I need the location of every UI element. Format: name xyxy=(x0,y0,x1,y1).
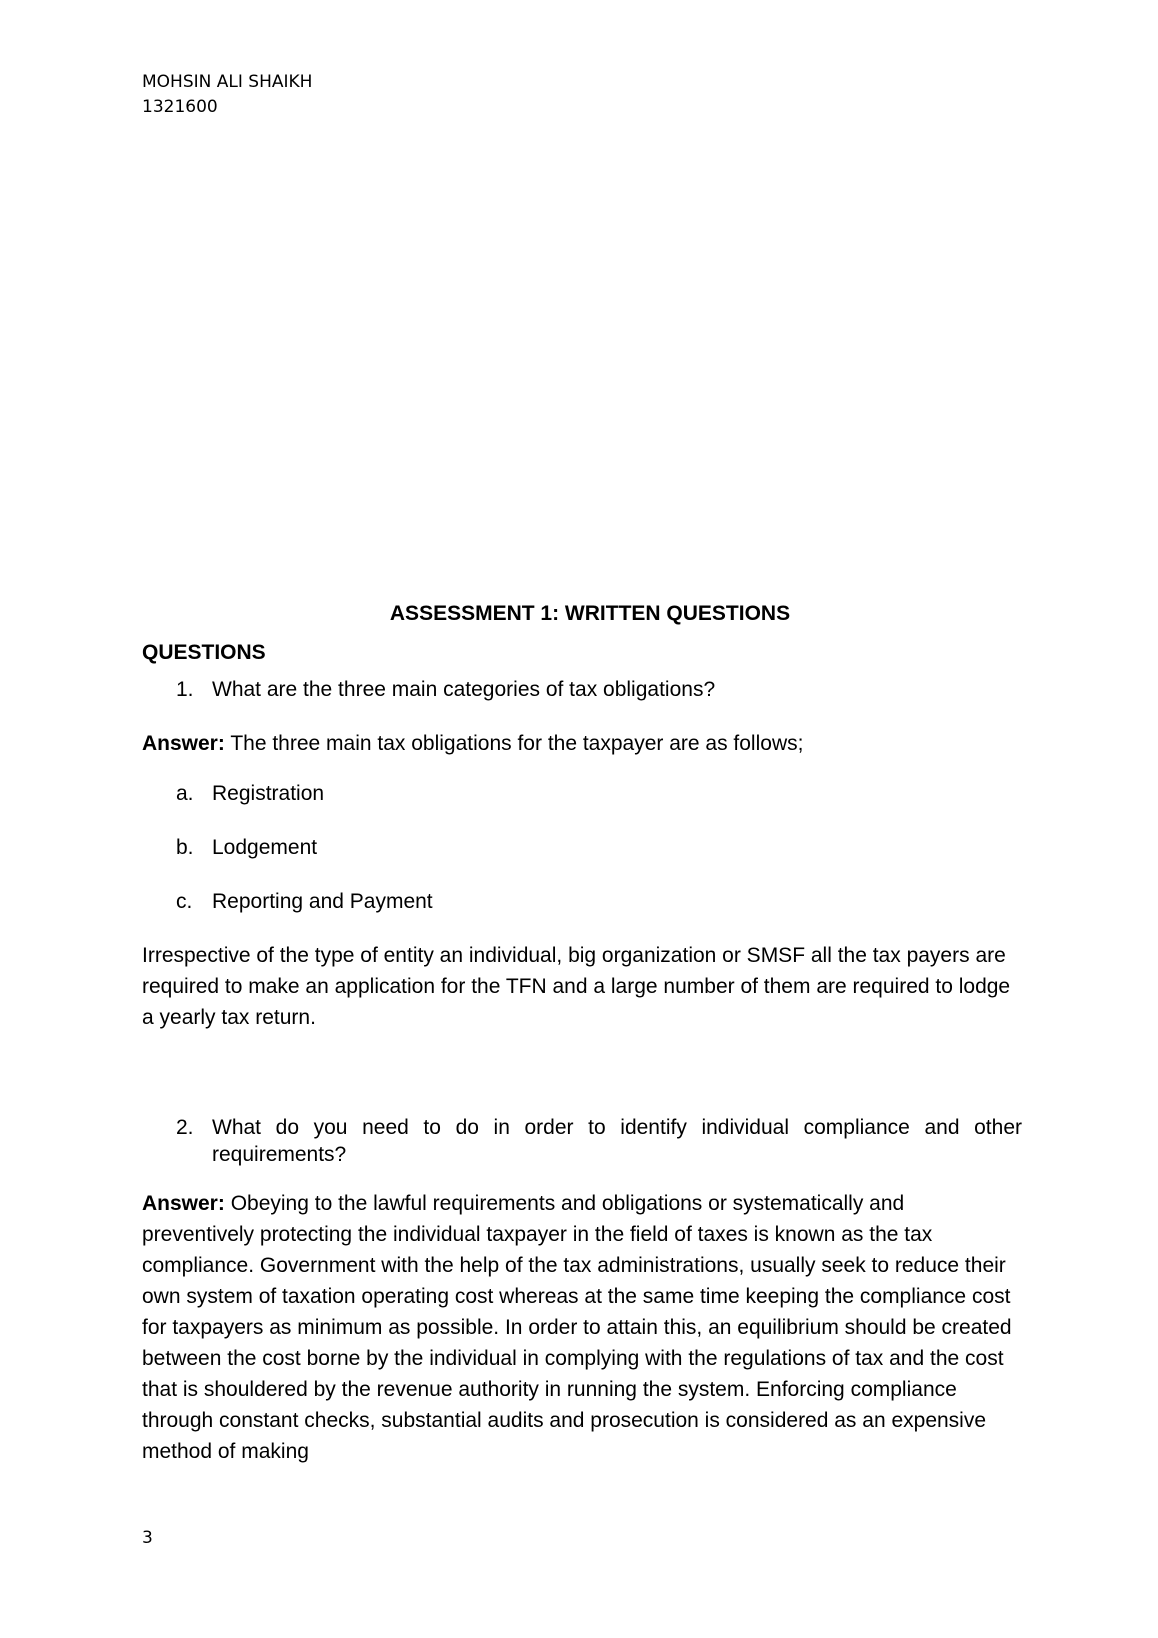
list-item xyxy=(142,832,1022,863)
list-marker: c. xyxy=(176,890,193,913)
list-marker: a. xyxy=(176,782,194,805)
document-title: ASSESSMENT 1: WRITTEN QUESTIONS xyxy=(389,602,791,625)
question-number: 1. xyxy=(176,678,194,701)
list-item xyxy=(142,886,1022,917)
answer-1 xyxy=(142,728,1022,759)
list-item-text: Registration xyxy=(212,782,325,805)
answer-text: Obeying to the lawful requirements and obligations or systematically and preventively protecting the individual taxpayer in the field of taxes is known as the tax compliance. Government with the help of the tax administrations, usually seek to reduce their own system of taxation operating cost whereas at the same time keeping the compliance cost for taxpayers as minimum as possible. In order to attain this, an equilibrium should be created between the cost borne by the individual in complying with the regulations of tax and the cost that is shouldered by the revenue authority in running the system. Enforcing compliance through constant checks, substantial audits and prosecution is considered as an expensive method of making xyxy=(142,1192,1012,1463)
obligations-list xyxy=(142,778,1022,917)
question-text: What are the three main categories of tax obligations? xyxy=(212,678,716,701)
answer-2 xyxy=(142,1188,1022,1467)
answer-label: Answer: xyxy=(142,1192,225,1215)
list-item-text: Lodgement xyxy=(212,836,318,859)
answer-text: The three main tax obligations for the taxpayer are as follows; xyxy=(224,732,804,755)
paragraph: Irrespective of the type of entity an individual, big organization or SMSF all the tax payers are required to make an application for the TFN and a large number of them are required to lodge a yearly tax return. xyxy=(142,944,1011,1029)
page-number: 3 xyxy=(142,1528,153,1548)
list-item xyxy=(142,778,1022,809)
section-heading: QUESTIONS xyxy=(142,641,266,664)
document-body xyxy=(142,598,1022,1467)
question-1 xyxy=(142,674,1022,705)
student-id: 1321600 xyxy=(142,97,218,117)
question-number: 2. xyxy=(176,1116,194,1139)
page-header xyxy=(142,70,312,120)
list-marker: b. xyxy=(176,836,194,859)
list-item-text: Reporting and Payment xyxy=(212,890,433,913)
question-2 xyxy=(142,1114,1022,1168)
question-text: What do you need to do in order to identify individual compliance and other requirements? xyxy=(212,1116,1022,1166)
author-name: MOHSIN ALI SHAIKH xyxy=(142,72,313,92)
answer-label: Answer: xyxy=(142,732,225,755)
